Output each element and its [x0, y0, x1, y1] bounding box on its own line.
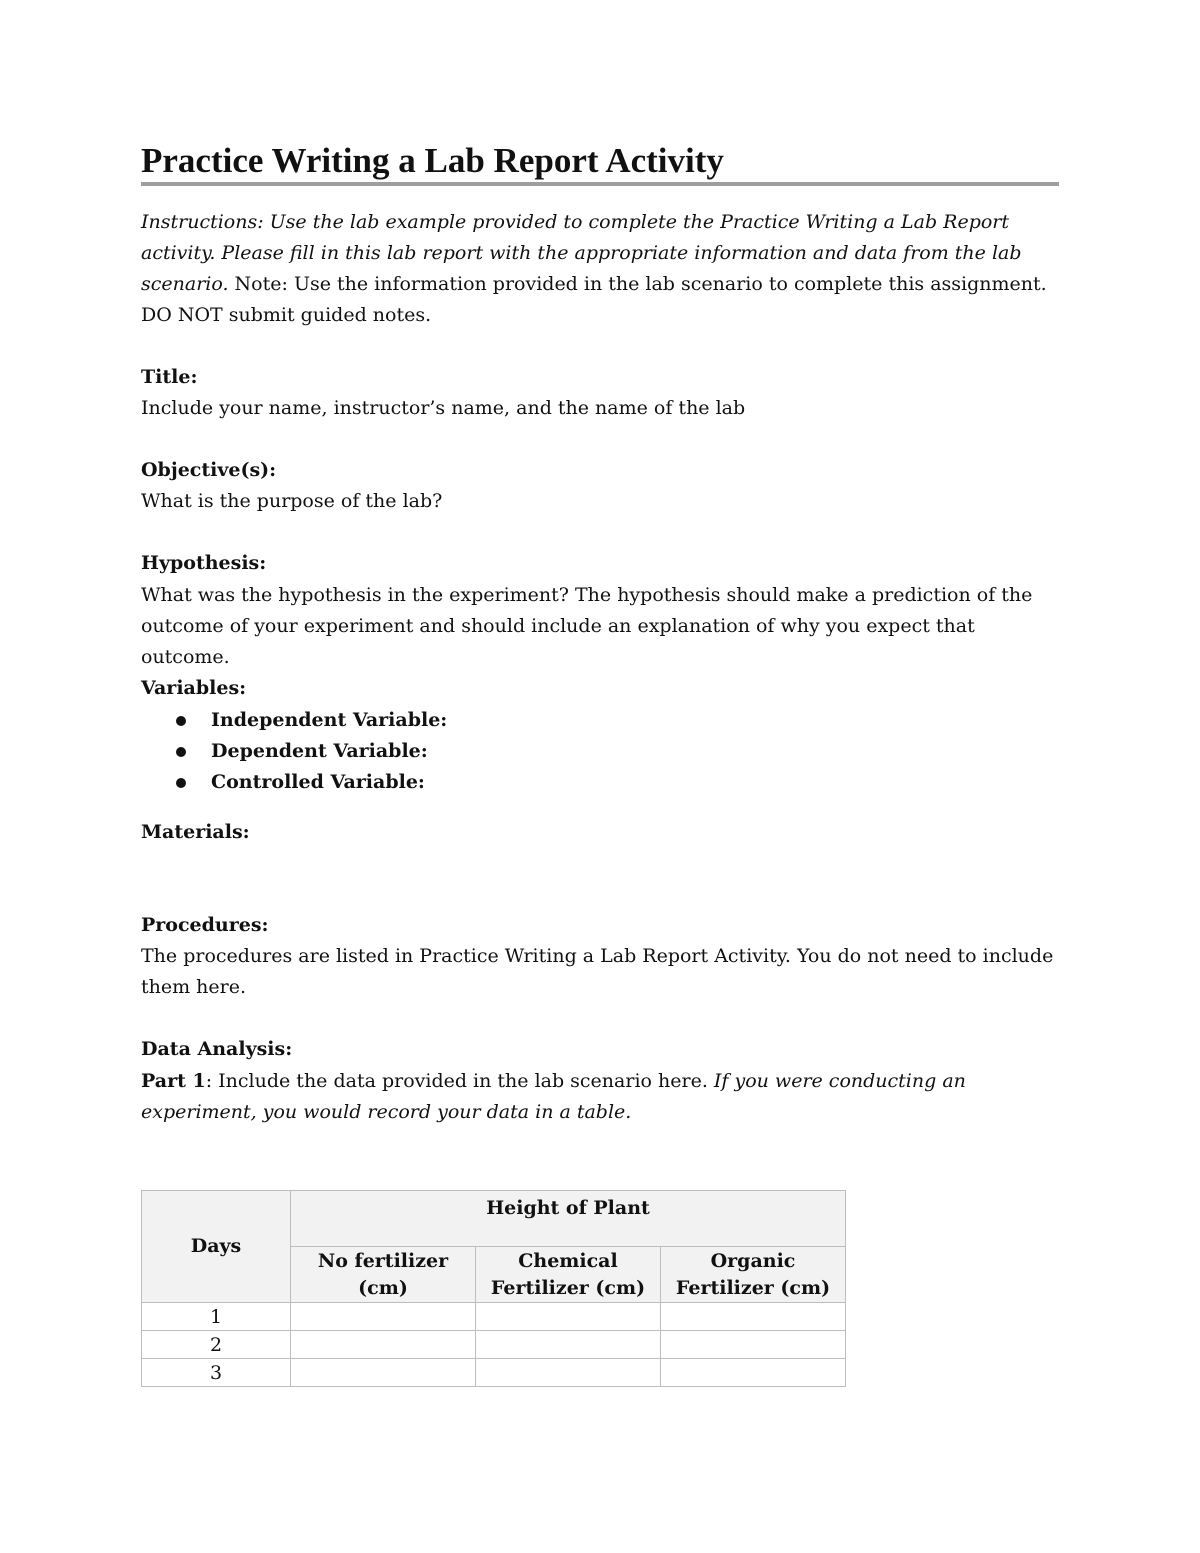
list-item — [141, 767, 447, 798]
hypothesis-body: What was the hypothesis in the experiment? The hypothesis should make a prediction of the outcome of your experiment and should include an explanation of why you expect that outcome. — [141, 584, 1033, 668]
variable-label: Dependent Variable: — [211, 740, 428, 762]
instructions-paragraph — [141, 207, 1059, 331]
variables-heading: Variables: — [141, 677, 247, 699]
title-body: Include your name, instructor’s name, and the name of the lab — [141, 397, 746, 419]
table-row — [142, 1331, 846, 1359]
organic-fertilizer-header: Organic Fertilizer (cm) — [661, 1247, 846, 1303]
data-cell[interactable] — [661, 1359, 846, 1387]
objective-heading: Objective(s): — [141, 459, 277, 481]
table-row — [142, 1303, 846, 1331]
data-cell[interactable] — [476, 1303, 661, 1331]
instructions-italic: Instructions: Use the lab example provided to complete the Practice Writing a Lab Report activity. Please fill in this lab report with the appropriate information and data from the lab scenario. — [141, 211, 1022, 295]
variables-list — [141, 705, 447, 798]
day-cell: 1 — [142, 1303, 291, 1331]
day-cell: 3 — [142, 1359, 291, 1387]
page-title: Practice Writing a Lab Report Activity — [141, 140, 1059, 186]
plant-height-table — [141, 1190, 846, 1387]
height-of-plant-header: Height of Plant — [291, 1191, 846, 1247]
data-cell[interactable] — [291, 1303, 476, 1331]
chemical-fertilizer-header: Chemical Fertilizer (cm) — [476, 1247, 661, 1303]
table-header-row — [142, 1191, 846, 1247]
bullet-icon — [176, 778, 186, 788]
data-cell[interactable] — [661, 1331, 846, 1359]
data-cell[interactable] — [476, 1331, 661, 1359]
data-cell[interactable] — [291, 1331, 476, 1359]
bullet-icon — [176, 716, 186, 726]
part1-paragraph — [141, 1066, 1059, 1128]
variable-label: Independent Variable: — [211, 709, 448, 731]
no-fertilizer-header: No fertilizer (cm) — [291, 1247, 476, 1303]
data-cell[interactable] — [661, 1303, 846, 1331]
variable-label: Controlled Variable: — [211, 771, 425, 793]
materials-heading: Materials: — [141, 821, 250, 843]
procedures-body: The procedures are listed in Practice Writing a Lab Report Activity. You do not need to include them here. — [141, 945, 1054, 998]
part1-italic: If you were conducting an experiment, you would record your data in a table. — [141, 1070, 966, 1123]
title-heading: Title: — [141, 366, 198, 388]
part1-text: : Include the data provided in the lab scenario here. — [205, 1070, 714, 1092]
days-header: Days — [142, 1191, 291, 1303]
day-cell: 2 — [142, 1331, 291, 1359]
list-item — [141, 736, 447, 767]
hypothesis-heading: Hypothesis: — [141, 552, 267, 574]
bullet-icon — [176, 747, 186, 757]
part1-label: Part 1 — [141, 1070, 206, 1092]
list-item — [141, 705, 447, 736]
objective-body: What is the purpose of the lab? — [141, 490, 443, 512]
data-cell[interactable] — [291, 1359, 476, 1387]
table-row — [142, 1359, 846, 1387]
instructions-note: Note: Use the information provided in the lab scenario to complete this assignment. DO NOT submit guided notes. — [141, 273, 1047, 326]
procedures-heading: Procedures: — [141, 914, 269, 936]
data-analysis-heading: Data Analysis: — [141, 1038, 293, 1060]
data-cell[interactable] — [476, 1359, 661, 1387]
